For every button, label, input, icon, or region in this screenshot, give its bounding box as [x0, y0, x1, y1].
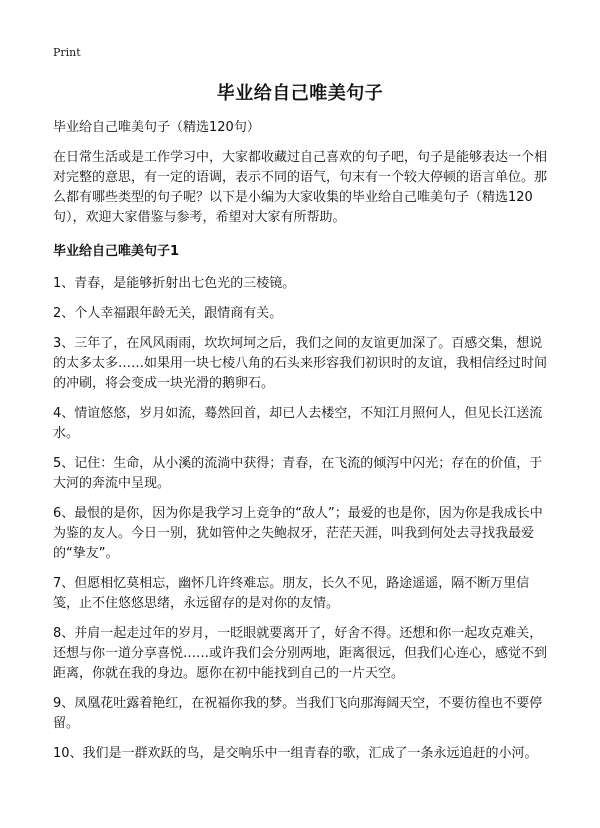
list-item: 4、情谊悠悠，岁月如流，蓦然回首，却已人去楼空，不知江月照何人，但见长江送流水。: [53, 406, 543, 441]
list-item: 1、青春，是能够折射出七色光的三棱镜。: [53, 276, 296, 291]
list-item: 3、三年了，在风风雨雨，坎坎坷坷之后，我们之间的友谊更加深了。百感交集，想说的太多太多……如果用一块七棱八角的石头来形容我们初识时的友谊，我相信经过时间的冲刷，将会变成一块光滑的鹅卵石。: [53, 336, 548, 391]
list-item: 5、记住：生命，从小溪的流淌中获得；青春，在飞流的倾泻中闪光；存在的价值，于大河的奔流中呈现。: [53, 456, 543, 491]
intro-paragraph: 在日常生活或是工作学习中，大家都收藏过自己喜欢的句子吧，句子是能够表达一个相对完整的意思，有一定的语调，表示不同的语气，句末有一个较大停顿的语言单位。那么都有哪些类型的句子呢？以下是小编为大家收集的毕业给自己唯美句子（精选120句），欢迎大家借鉴与参考，希望对大家有所帮助。: [53, 150, 548, 225]
list-item: 6、最恨的是你，因为你是我学习上竞争的“敌人”；最爱的也是你，因为你是我成长中为鉴的友人。今日一别，犹如管仲之失鲍叔牙，茫茫天涯，叫我到何处去寻找我最爱的“挚友”。: [53, 506, 543, 561]
list-item: 8、并肩一起走过年的岁月，一眨眼就要离开了，好舍不得。还想和你一起攻克难关，还想与你一道分享喜悦……或许我们会分别两地，距离很远，但我们心连心，感觉不到距离，你就在我的身边。愿你在初中能找到自己的一片天空。: [53, 626, 548, 681]
print-link[interactable]: Print: [53, 46, 81, 59]
article-body: [53, 118, 553, 774]
list-item: 10、我们是一群欢跃的鸟，是交响乐中一组青春的歌，汇成了一条永远追赶的小河。: [53, 746, 538, 761]
section-heading: 毕业给自己唯美句子1: [53, 244, 180, 259]
list-item: 7、但愿相忆莫相忘，幽怀几许终难忘。朋友，长久不见，路途遥遥，隔不断万里信笺，止不住悠悠思绪，永远留存的是对你的友情。: [53, 576, 530, 611]
list-item: 9、凤凰花吐露着艳红，在祝福你我的梦。当我们飞向那海阔天空，不要彷徨也不要停留。: [53, 696, 543, 731]
list-item: 2、个人幸福跟年龄无关，跟情商有关。: [53, 306, 283, 321]
article-subtitle: 毕业给自己唯美句子（精选120句）: [53, 120, 260, 135]
page-title: 毕业给自己唯美句子: [216, 83, 384, 104]
